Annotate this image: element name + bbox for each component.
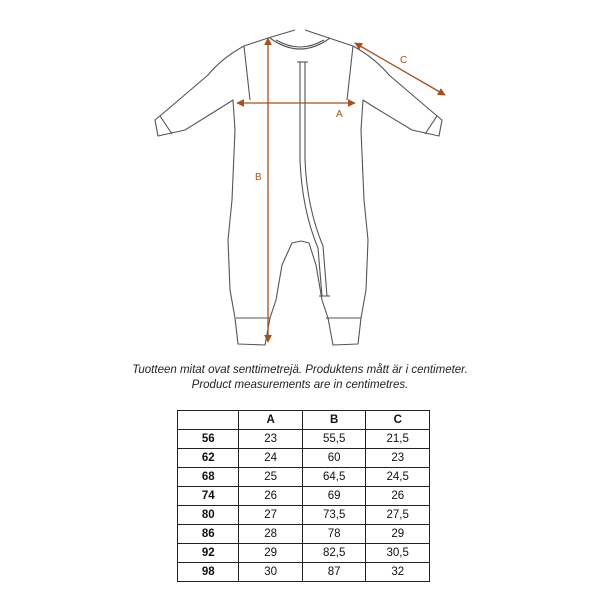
table-row bbox=[178, 544, 430, 563]
size-cell: 68 bbox=[178, 468, 239, 487]
a-cell: 28 bbox=[239, 525, 302, 544]
c-cell: 24,5 bbox=[366, 468, 430, 487]
c-cell: 26 bbox=[366, 487, 430, 506]
table-row bbox=[178, 563, 430, 582]
c-cell: 23 bbox=[366, 449, 430, 468]
table-header-row bbox=[178, 411, 430, 430]
b-cell: 55,5 bbox=[302, 430, 366, 449]
b-cell: 73,5 bbox=[302, 506, 366, 525]
romper-outline bbox=[155, 30, 442, 345]
size-cell: 62 bbox=[178, 449, 239, 468]
table-row bbox=[178, 525, 430, 544]
size-cell: 56 bbox=[178, 430, 239, 449]
size-cell: 98 bbox=[178, 563, 239, 582]
header-a: A bbox=[239, 411, 302, 430]
a-cell: 25 bbox=[239, 468, 302, 487]
size-cell: 74 bbox=[178, 487, 239, 506]
size-table bbox=[177, 410, 430, 582]
a-cell: 29 bbox=[239, 544, 302, 563]
table-row bbox=[178, 430, 430, 449]
b-cell: 69 bbox=[302, 487, 366, 506]
a-cell: 26 bbox=[239, 487, 302, 506]
size-cell: 86 bbox=[178, 525, 239, 544]
label-c: C bbox=[400, 55, 408, 66]
table-row bbox=[178, 468, 430, 487]
size-cell: 92 bbox=[178, 544, 239, 563]
c-cell: 21,5 bbox=[366, 430, 430, 449]
measure-line-c bbox=[355, 43, 445, 95]
size-cell: 80 bbox=[178, 506, 239, 525]
table-row bbox=[178, 506, 430, 525]
b-cell: 87 bbox=[302, 563, 366, 582]
table-row bbox=[178, 487, 430, 506]
c-cell: 30,5 bbox=[366, 544, 430, 563]
header-size bbox=[178, 411, 239, 430]
c-cell: 29 bbox=[366, 525, 430, 544]
caption-fi-sv: Tuotteen mitat ovat senttimetrejä. Produktens mått är i centimeter. bbox=[132, 364, 468, 376]
c-cell: 27,5 bbox=[366, 506, 430, 525]
label-b: B bbox=[255, 172, 262, 183]
a-cell: 23 bbox=[239, 430, 302, 449]
b-cell: 64,5 bbox=[302, 468, 366, 487]
a-cell: 27 bbox=[239, 506, 302, 525]
caption-en: Product measurements are in centimetres. bbox=[191, 379, 409, 391]
header-b: B bbox=[302, 411, 366, 430]
label-a: A bbox=[336, 109, 343, 120]
b-cell: 82,5 bbox=[302, 544, 366, 563]
c-cell: 32 bbox=[366, 563, 430, 582]
b-cell: 78 bbox=[302, 525, 366, 544]
header-c: C bbox=[366, 411, 430, 430]
a-cell: 30 bbox=[239, 563, 302, 582]
b-cell: 60 bbox=[302, 449, 366, 468]
a-cell: 24 bbox=[239, 449, 302, 468]
table-row bbox=[178, 449, 430, 468]
